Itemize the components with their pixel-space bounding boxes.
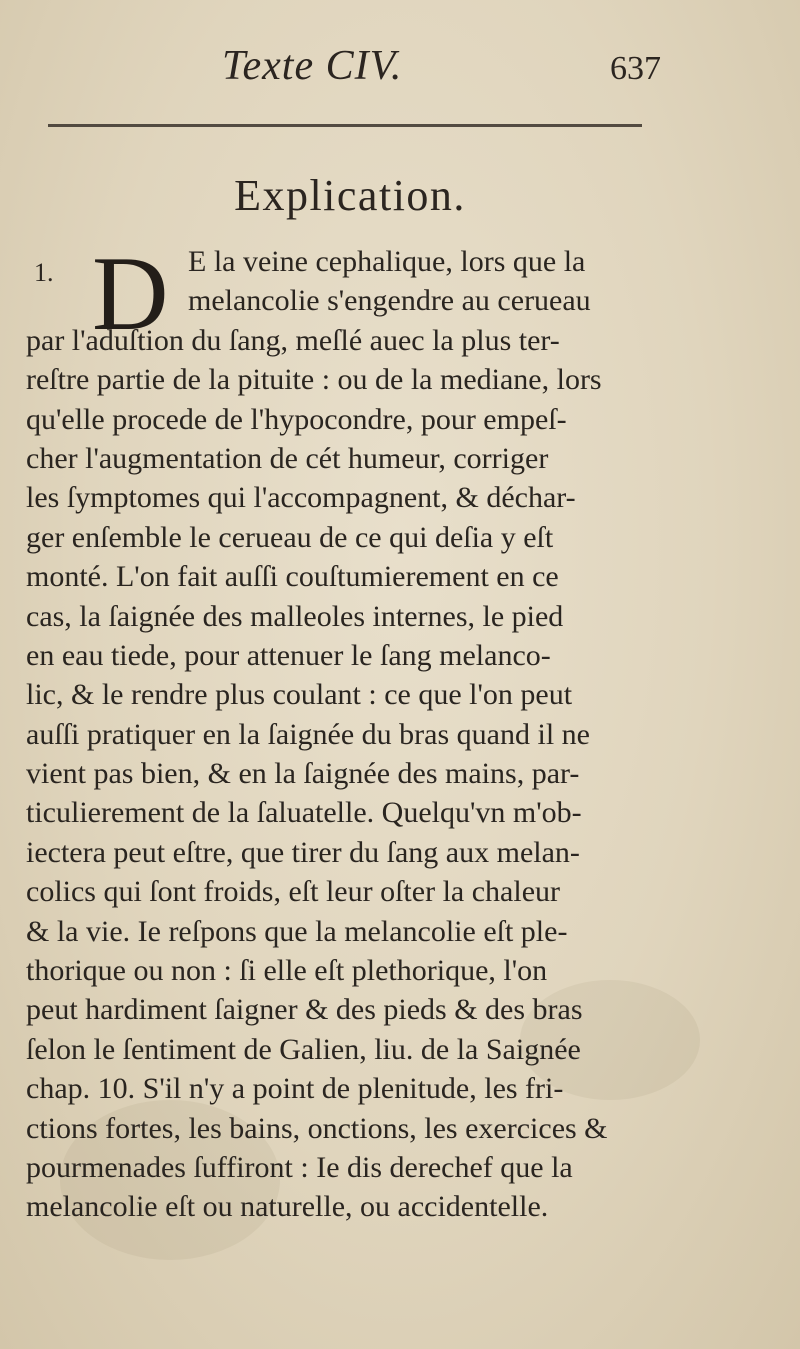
text-line: les ſymptomes qui l'accompagnent, & déchar-	[26, 481, 576, 515]
text-line: en eau tiede, pour attenuer le ſang melanco-	[26, 638, 551, 672]
text-line: monté. L'on fait auſſi couſtumierement en ce	[26, 560, 559, 594]
running-head	[0, 40, 800, 90]
paragraph-number: 1.	[34, 258, 54, 287]
text-line: iectera peut eſtre, que tirer du ſang aux melan-	[26, 835, 580, 869]
running-title: Texte CIV.	[222, 43, 403, 89]
text-line: cas, la ſaignée des malleoles internes, le pied	[26, 599, 564, 633]
page-number: 637	[610, 50, 661, 87]
text-line: cher l'augmentation de cét humeur, corriger	[26, 441, 549, 475]
section-heading: Explication.	[234, 171, 466, 220]
text-line: pourmenades ſuffiront : Ie dis derechef que la	[26, 1150, 573, 1184]
text-line: ger enſemble le cerueau de ce qui deſia y eſt	[26, 520, 554, 554]
text-line: melancolie eſt ou naturelle, ou accidentelle.	[26, 1190, 549, 1224]
text-line: colics qui ſont froids, eſt leur oſter la chaleur	[26, 875, 560, 909]
drop-cap: D	[92, 235, 169, 352]
text-line: vient pas bien, & en la ſaignée des mains, par-	[26, 757, 580, 791]
text-line: chap. 10. S'il n'y a point de plenitude, les fri-	[26, 1072, 564, 1106]
text-line: lic, & le rendre plus coulant : ce que l'on peut	[26, 678, 573, 712]
text-line: & la vie. Ie reſpons que la melancolie eſt ple-	[26, 914, 568, 948]
text-line: E la veine cephalique, lors que la	[188, 245, 586, 278]
text-line: qu'elle procede de l'hypocondre, pour empeſ-	[26, 402, 567, 436]
text-line: ctions fortes, les bains, onctions, les exercices &	[26, 1111, 608, 1145]
text-line: par l'aduſtion du ſang, meſlé auec la plus ter-	[26, 323, 560, 357]
paragraph-body	[26, 235, 686, 1227]
text-line: thorique ou non : ſi elle eſt plethorique, l'on	[26, 954, 548, 988]
text-line: reſtre partie de la pituite : ou de la mediane, lors	[26, 363, 602, 397]
text-line: melancolie s'engendre au cerueau	[188, 284, 591, 318]
header-rule	[48, 124, 642, 127]
text-line: ſelon le ſentiment de Galien, liu. de la Saignée	[26, 1032, 581, 1066]
text-line: peut hardiment ſaigner & des pieds & des bras	[26, 993, 583, 1027]
text-line: auſſi pratiquer en la ſaignée du bras quand il ne	[26, 717, 590, 751]
text-line: ticulierement de la ſaluatelle. Quelqu'vn m'ob-	[26, 796, 582, 830]
